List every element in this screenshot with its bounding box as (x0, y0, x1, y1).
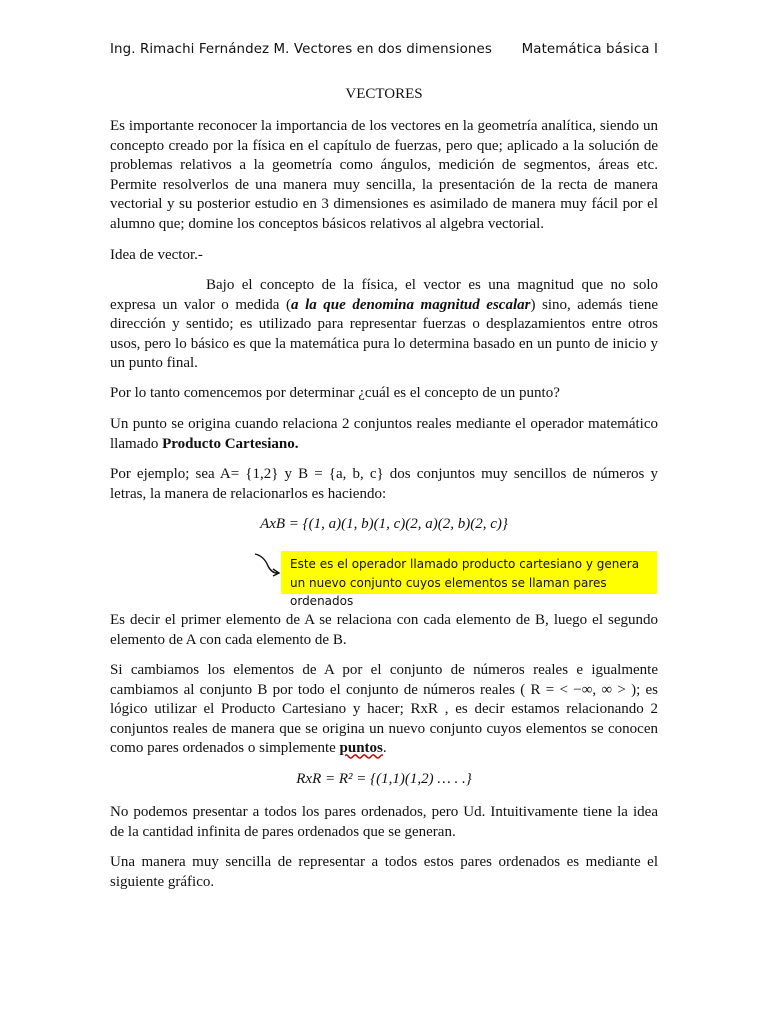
paragraph-punto-question: Por lo tanto comencemos por determinar ¿cuál es el concepto de un punto? (110, 385, 560, 401)
paragraph-intro: Es importante reconocer la importancia de los vectores en la geometría analítica, siendo un concepto creado por la física en el capítulo de fuerzas, pero que; aplicado a la solución de problemas relativos a la geometría como ángulos, medición de segmentos, áreas etc. Permite resolverlos de una manera muy sencilla, la presentación de la recta de manera vectorial y su posterior estudio en 3 dimensiones es asimilado de manera muy fácil por el alumno que; domine los conceptos básicos relativos al algebra vectorial. (110, 118, 658, 232)
header-left: Ing. Rimachi Fernández M. Vectores en dos dimensiones (110, 42, 492, 57)
equation-rxr: RxR = R² = {(1,1)(1,2) … . .} (296, 771, 472, 787)
definition-text-c: ) sino, además tiene dirección y sentido; es utilizado para representar fuerzas o desplazamientos entre otros usos, pero lo básico es que la matemática pura lo determina basado en un punto de inicio y un punto final. (110, 296, 658, 372)
paragraph-vector-definition (110, 276, 658, 374)
punto-text: Un punto se origina cuando relaciona 2 conjuntos reales mediante el operador matemático llamado (110, 416, 658, 452)
equation-axb: AxB = {(1, a)(1, b)(1, c)(2, a)(2, b)(2, c)} (260, 516, 508, 532)
paragraph-real-numbers (110, 661, 658, 759)
paragraph-punto-origin (110, 415, 658, 454)
definition-text-a: Bajo el concepto de la física, el vector es una magnitud que no solo expresa un valor o medida ( (110, 277, 658, 313)
curved-arrow-icon (252, 550, 282, 580)
paragraph-explanation: Es decir el primer elemento de A se relaciona con cada elemento de B, luego el segundo elemento de A con cada elemento de B. (110, 612, 658, 648)
real-numbers-end: . (382, 740, 387, 757)
definition-emphasis: a la que denomina magnitud escalar (291, 296, 531, 313)
highlight-note: Este es el operador llamado producto cartesiano y genera un nuevo conjunto cuyos elementos se llaman pares ordenados (281, 551, 657, 594)
producto-cartesiano-term: Producto Cartesiano. (162, 435, 299, 452)
real-numbers-text: Si cambiamos los elementos de A por el conjunto de números reales e igualmente cambiamos al conjunto B por todo el conjunto de números reales ( R = < −∞, ∞ > ); es lógico utilizar el Producto Cartesiano y hacer; RxR , es decir estamos relacionando 2 conjuntos reales de manera que se origina un nuevo conjunto cuyos elementos se conocen como pares ordenados o simplemente (110, 662, 658, 757)
puntos-term: puntos (339, 740, 383, 757)
page-header (110, 42, 658, 57)
paragraph-infinite-pairs: No podemos presentar a todos los pares ordenados, pero Ud. Intuitivamente tiene la idea de la cantidad infinita de pares ordenados que se generan. (110, 804, 658, 840)
paragraph-graph-intro: Una manera muy sencilla de representar a todos estos pares ordenados es mediante el siguiente gráfico. (110, 854, 658, 890)
header-right: Matemática básica I (521, 42, 658, 57)
document-title: VECTORES (345, 86, 423, 102)
paragraph-idea-de-vector: Idea de vector.- (110, 247, 203, 263)
paragraph-example: Por ejemplo; sea A= {1,2} y B = {a, b, c} dos conjuntos muy sencillos de números y letras, la manera de relacionarlos es haciendo: (110, 466, 658, 502)
